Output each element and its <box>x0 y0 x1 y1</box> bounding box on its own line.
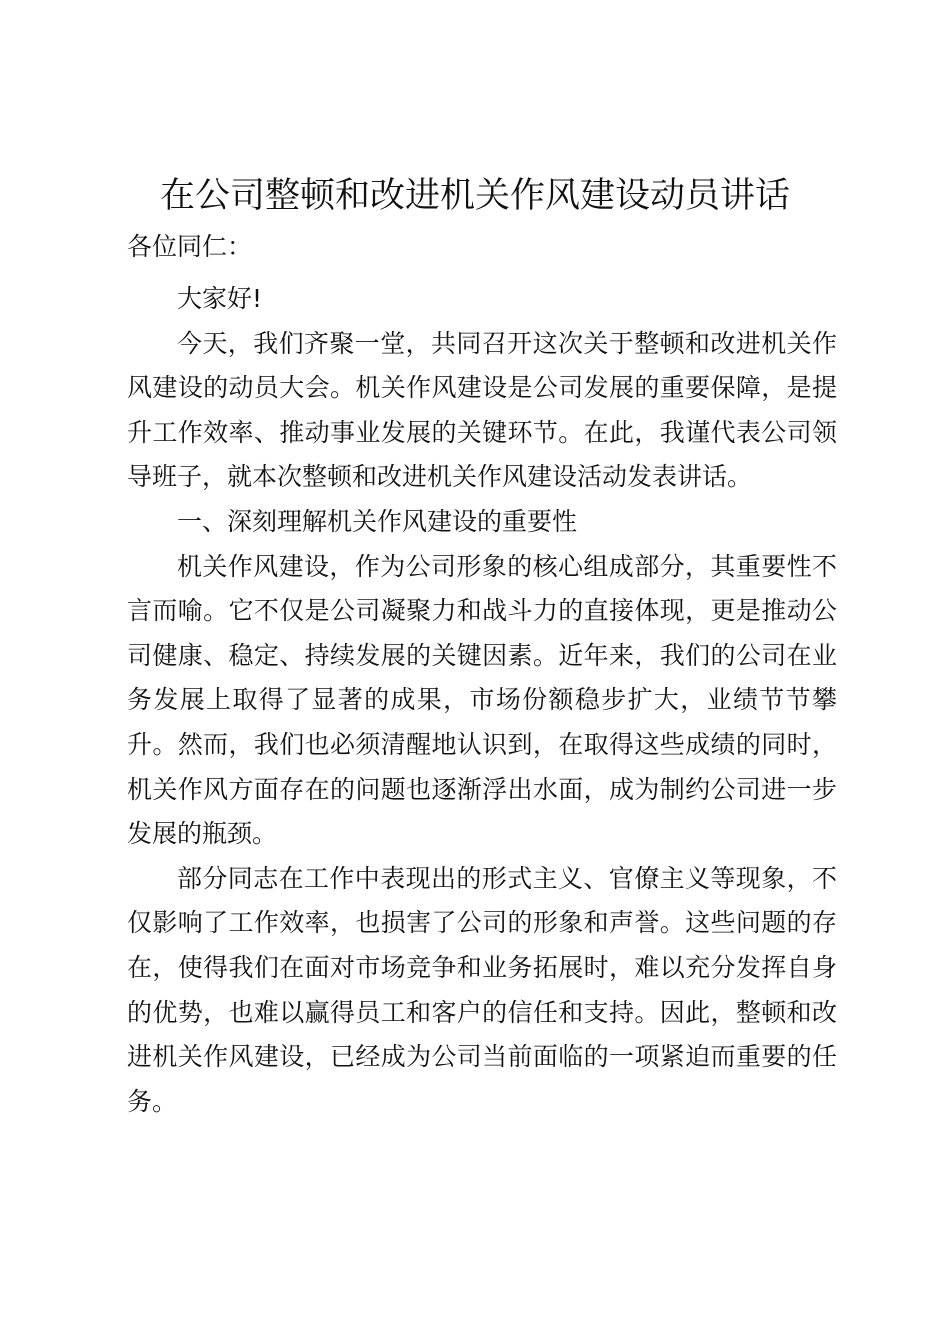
document-body <box>127 227 837 1124</box>
document-title: 在公司整顿和改进机关作风建设动员讲话 <box>159 176 790 216</box>
salutation: 各位同仁： <box>127 232 253 261</box>
paragraph-importance: 机关作风建设，作为公司形象的核心组成部分，其重要性不言而喻。它不仅是公司凝聚力和战斗力的直接体现，更是推动公司健康、稳定、持续发展的关键因素。近年来，我们的公司在业务发展上取得了显著的成果，市场份额稳步扩大，业绩节节攀升。然而，我们也必须清醒地认识到，在取得这些成绩的同时，机关作风方面存在的问题也逐渐浮出水面，成为制约公司进一步发展的瓶颈。 <box>127 551 837 849</box>
greeting: 大家好! <box>177 284 263 313</box>
paragraph-intro: 今天，我们齐聚一堂，共同召开这次关于整顿和改进机关作风建设的动员大会。机关作风建设是公司发展的重要保障，是提升工作效率、推动事业发展的关键环节。在此，我谨代表公司领导班子，就本次整顿和改进机关作风建设活动发表讲话。 <box>127 328 837 492</box>
section-heading: 一、深刻理解机关作风建设的重要性 <box>177 506 578 536</box>
paragraph-problems: 部分同志在工作中表现出的形式主义、官僚主义等现象，不仅影响了工作效率，也损害了公司的形象和声誉。这些问题的存在，使得我们在面对市场竞争和业务拓展时，难以充分发挥自身的优势，也难以赢得员工和客户的信任和支持。因此，整顿和改进机关作风建设，已经成为公司当前面临的一项紧迫而重要的任务。 <box>127 863 837 1116</box>
